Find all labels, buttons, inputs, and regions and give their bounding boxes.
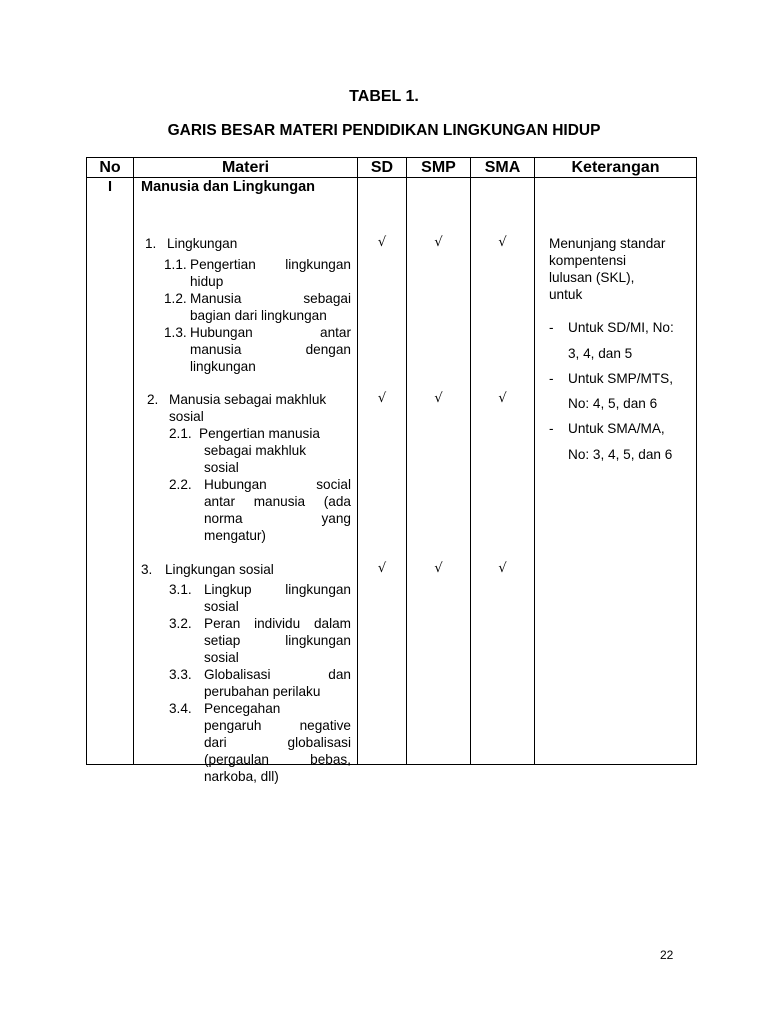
- header-materi: Materi: [134, 158, 358, 178]
- sub-1-1-line: Pengertian lingkungan: [190, 257, 351, 272]
- row-heading: Manusia dan Lingkungan: [141, 179, 316, 195]
- cell-sma: [471, 178, 535, 765]
- check-smp-2: √: [434, 391, 443, 406]
- check-sd-3: √: [377, 561, 387, 576]
- sub-1-3-line: Hubungan antar: [190, 325, 351, 340]
- sub-2-2-line: norma yang: [204, 511, 351, 526]
- sub-3-2-line: sosial: [204, 650, 239, 665]
- bullet-dash: -: [549, 371, 554, 386]
- cell-no: [87, 178, 134, 765]
- sub-1-2-line: bagian dari lingkungan: [190, 308, 327, 323]
- cell-sd: [358, 178, 407, 765]
- sub-3-4-number: 3.4.: [169, 701, 192, 716]
- sub-3-3-number: 3.3.: [169, 667, 192, 682]
- sub-1-1-number: 1.1.: [164, 257, 187, 272]
- item-2-label: sosial: [169, 409, 204, 424]
- check-sma-3: √: [498, 561, 507, 576]
- sub-3-1-line: Lingkup lingkungan: [204, 582, 351, 597]
- sub-3-3-line: Globalisasi dan: [204, 667, 351, 682]
- item-3-label: Lingkungan sosial: [165, 562, 274, 577]
- table-header-row: [87, 158, 697, 178]
- sub-2-2-line: antar manusia (ada: [204, 494, 351, 509]
- sub-3-4-line: narkoba, dll): [204, 769, 279, 784]
- sub-2-2-line: mengatur): [204, 528, 266, 543]
- sub-1-3-line: manusia dengan: [190, 342, 351, 357]
- item-3-number: 3.: [141, 562, 153, 577]
- header-sma: SMA: [471, 158, 535, 178]
- sub-3-4-line: (pergaulan bebas,: [204, 752, 351, 767]
- keterangan-intro: Menunjang standar: [549, 236, 666, 251]
- header-keterangan: Keterangan: [535, 158, 697, 178]
- row-number: I: [107, 179, 113, 195]
- table-row: [87, 178, 697, 765]
- check-smp-3: √: [434, 561, 443, 576]
- bullet-line: No: 4, 5, dan 6: [568, 396, 658, 411]
- item-1-label: Lingkungan: [167, 236, 238, 251]
- sub-1-2-number: 1.2.: [164, 291, 187, 306]
- header-smp: SMP: [407, 158, 471, 178]
- table-title: TABEL 1.: [349, 88, 419, 105]
- header-no: No: [87, 158, 134, 178]
- check-sd-2: √: [377, 391, 387, 406]
- sub-3-1-number: 3.1.: [169, 582, 192, 597]
- sub-1-1-line: hidup: [190, 274, 224, 289]
- cell-keterangan: [535, 178, 697, 765]
- check-sma-2: √: [498, 391, 507, 406]
- item-2-label: Manusia sebagai makhluk: [169, 392, 327, 407]
- keterangan-intro: untuk: [549, 287, 583, 302]
- bullet-dash: -: [549, 320, 554, 335]
- sub-3-3-line: perubahan perilaku: [204, 684, 321, 699]
- bullet-dash: -: [549, 421, 554, 436]
- sub-3-4-line: Pencegahan: [204, 701, 281, 716]
- bullet-line: Untuk SD/MI, No:: [568, 320, 674, 335]
- sub-2-2-line: Hubungan social: [204, 477, 351, 492]
- sub-1-3-line: lingkungan: [190, 359, 256, 374]
- bullet-line: Untuk SMA/MA,: [568, 421, 665, 436]
- sub-3-4-line: dari globalisasi: [204, 735, 351, 750]
- bullet-line: 3, 4, dan 5: [568, 346, 633, 361]
- keterangan-intro: kompentensi: [549, 253, 627, 268]
- item-1-number: 1.: [145, 236, 157, 251]
- sub-1-3-number: 1.3.: [164, 325, 187, 340]
- sub-3-1-line: sosial: [204, 599, 239, 614]
- check-sd-1: √: [377, 235, 387, 250]
- sub-3-2-number: 3.2.: [169, 616, 192, 631]
- keterangan-intro: lulusan (SKL),: [549, 270, 635, 285]
- sub-3-2-line: setiap lingkungan: [204, 633, 351, 648]
- sub-3-4-line: pengaruh negative: [204, 718, 351, 733]
- cell-smp: [407, 178, 471, 765]
- sub-2-1-line: sosial: [204, 460, 239, 475]
- item-2-number: 2.: [147, 392, 159, 407]
- sub-1-2-line: Manusia sebagai: [190, 291, 351, 306]
- check-smp-1: √: [434, 235, 443, 250]
- bullet-line: Untuk SMP/MTS,: [568, 371, 673, 386]
- check-sma-1: √: [498, 235, 507, 250]
- sub-2-1-line: Pengertian manusia: [199, 426, 320, 441]
- sub-3-2-line: Peran individu dalam: [204, 616, 351, 631]
- table-subtitle: GARIS BESAR MATERI PENDIDIKAN LINGKUNGAN HIDUP: [167, 122, 601, 139]
- cell-materi: [134, 178, 358, 784]
- header-sd: SD: [358, 158, 407, 178]
- page-number: 22: [660, 948, 674, 962]
- bullet-line: No: 3, 4, 5, dan 6: [568, 447, 673, 462]
- sub-2-2-number: 2.2.: [169, 477, 192, 492]
- sub-2-1-number: 2.1.: [169, 426, 192, 441]
- materi-table: [86, 157, 697, 784]
- sub-2-1-line: sebagai makhluk: [204, 443, 307, 458]
